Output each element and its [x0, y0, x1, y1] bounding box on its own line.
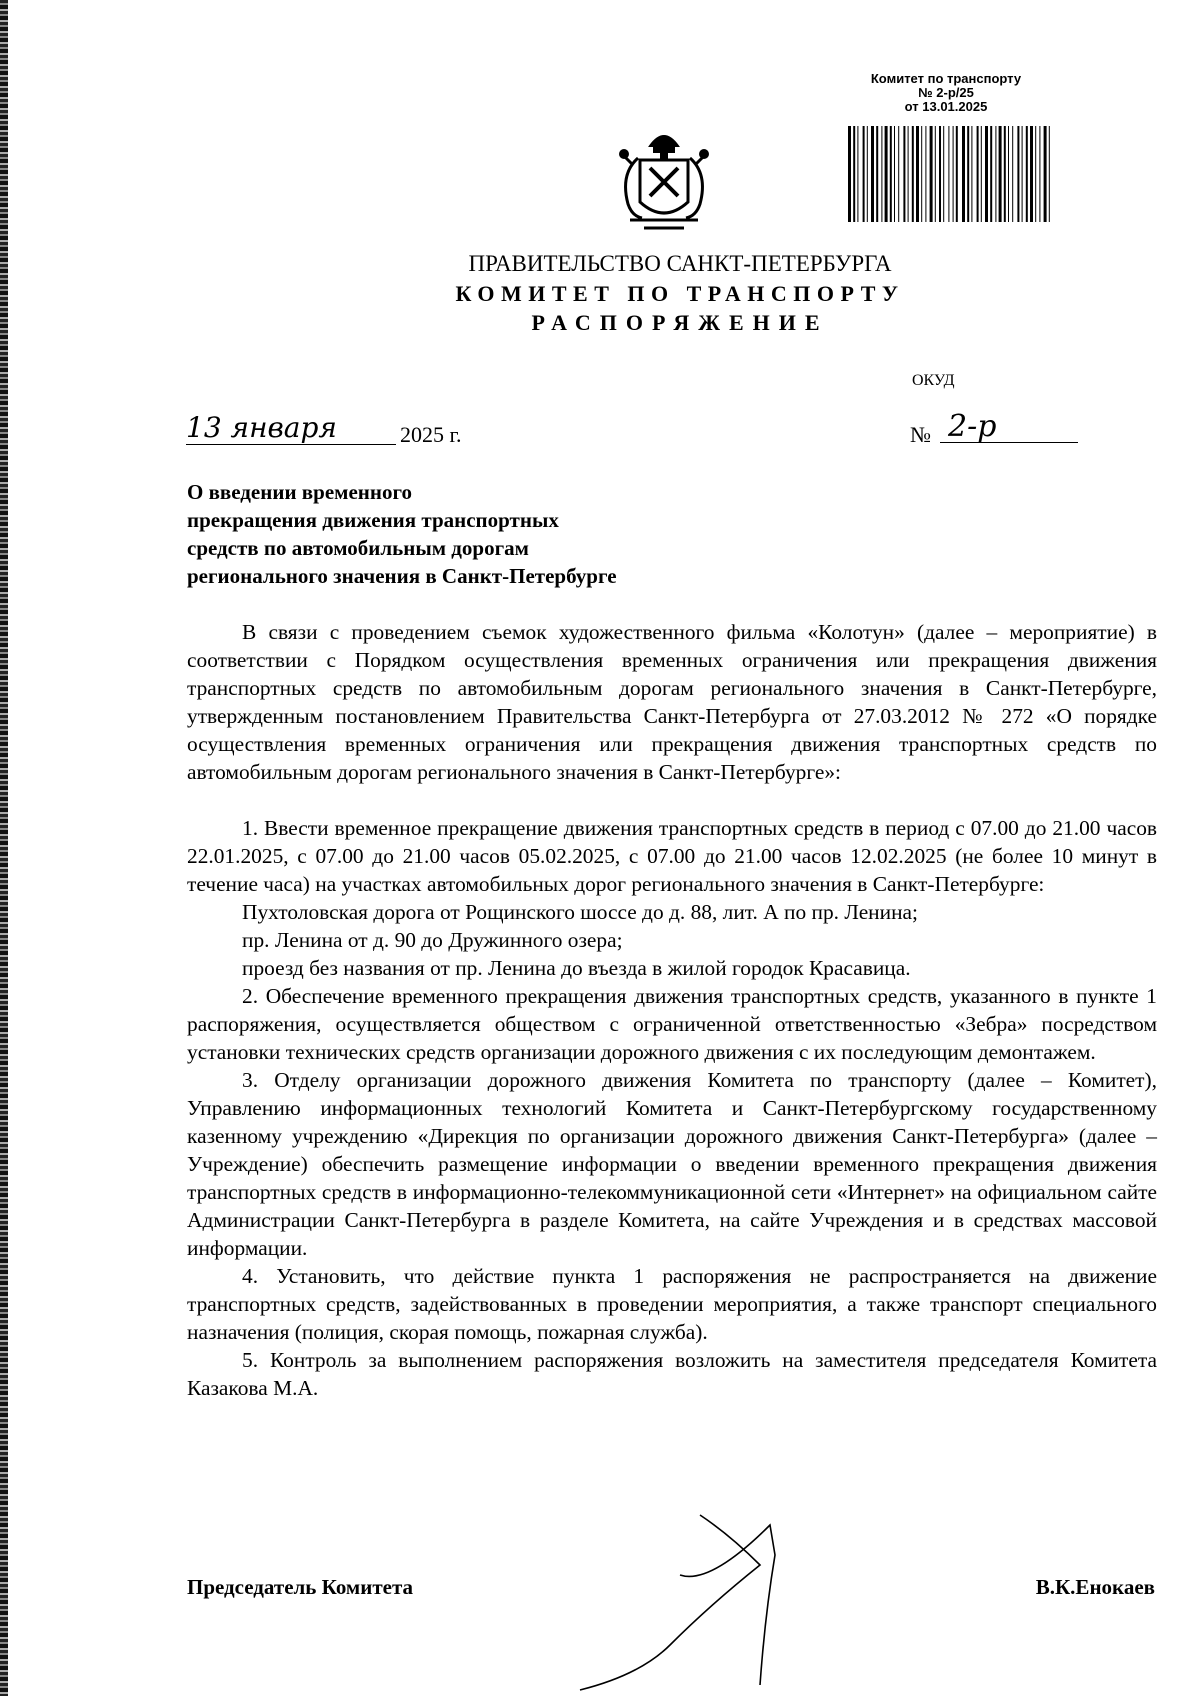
- subject-line: регионального значения в Санкт-Петербурге: [187, 564, 617, 588]
- item-4: 4. Установить, что действие пункта 1 распоряжения не распространяется на движение транспортных средств, задействованных в проведении мероприятия, а также транспорт специального назначения (полиция, скорая помощь, пожарная служба).: [187, 1264, 1157, 1344]
- signatory-position: Председатель Комитета: [187, 1575, 414, 1599]
- registration-stamp: [836, 72, 1056, 114]
- item-3: 3. Отделу организации дорожного движения Комитета по транспорту (далее – Комитет), Управлению информационных технологий Комитета и Санкт-Петербургскому государственному казенному учреждению «Дирекция по организации дорожного движения Санкт-Петербурга» (далее – Учреждение) обеспечить размещение информации о введении временного прекращения движения транспортных средств в информационно-телекоммуникационной сети «Интернет» на официальном сайте Администрации Санкт-Петербурга в разделе Комитета, на сайте Учреждения и в средствах массовой информации.: [187, 1068, 1157, 1260]
- document-body: [187, 618, 1157, 1402]
- registration-org: Комитет по транспорту: [870, 71, 1022, 86]
- signature-icon: [560, 1495, 820, 1696]
- document-type: РАСПОРЯЖЕНИЕ: [531, 310, 829, 335]
- signatory-name: В.К.Енокаев: [1035, 1575, 1155, 1599]
- committee-title: КОМИТЕТ ПО ТРАНСПОРТУ: [455, 281, 905, 306]
- date-year: 2025 г.: [400, 422, 462, 447]
- subject-line: прекращения движения транспортных: [187, 508, 559, 532]
- item-5: 5. Контроль за выполнением распоряжения возложить на заместителя председателя Комитета Казакова М.А.: [187, 1348, 1157, 1400]
- handwritten-date: 13 января: [186, 414, 396, 445]
- okud-label: ОКУД: [912, 372, 955, 389]
- handwritten-number: 2-р: [940, 412, 1078, 443]
- item-2: 2. Обеспечение временного прекращения движения транспортных средств, указанного в пункте 1 распоряжения, осуществляется обществом с ограниченной ответственностью «Зебра» посредством установки технических средств организации дорожного движения с их последующим демонтажем.: [187, 984, 1157, 1064]
- registration-number: № 2-р/25: [918, 85, 974, 100]
- number-label: №: [910, 422, 931, 447]
- subject-line: О введении временного: [187, 480, 412, 504]
- preamble: В связи с проведением съемок художественного фильма «Колотун» (далее – мероприятие) в соответствии с Порядком осуществления временных ограничения или прекращения движения транспортных средств по автомобильным дорогам регионального значения в Санкт-Петербурге, утвержденным постановлением Правительства Санкт-Петербурга от 27.03.2012 № 272 «О порядке осуществления временных ограничения или прекращения движения транспортных средств по автомобильным дорогам регионального значения в Санкт-Петербурге»:: [187, 620, 1157, 784]
- scan-edge: [0, 0, 8, 1696]
- coat-of-arms-icon: [610, 124, 718, 238]
- government-title: ПРАВИТЕЛЬСТВО САНКТ-ПЕТЕРБУРГА: [468, 251, 892, 276]
- road-segment: проезд без названия от пр. Ленина до въезда в жилой городок Красавица.: [242, 956, 911, 980]
- subject-line: средств по автомобильным дорогам: [187, 536, 529, 560]
- document-subject: [187, 478, 747, 590]
- barcode-icon: [848, 126, 1052, 222]
- road-segment: Пухтоловская дорога от Рощинского шоссе до д. 88, лит. А по пр. Ленина;: [242, 900, 918, 924]
- road-segment: пр. Ленина от д. 90 до Дружинного озера;: [242, 928, 623, 952]
- item-1: 1. Ввести временное прекращение движения транспортных средств в период с 07.00 до 21.00 часов 22.01.2025, с 07.00 до 21.00 часов 05.02.2025, с 07.00 до 21.00 часов 12.02.2025 (не более 10 минут в течение часа) на участках автомобильных дорог регионального значения в Санкт-Петербурге:: [187, 816, 1157, 896]
- registration-date: от 13.01.2025: [904, 99, 988, 114]
